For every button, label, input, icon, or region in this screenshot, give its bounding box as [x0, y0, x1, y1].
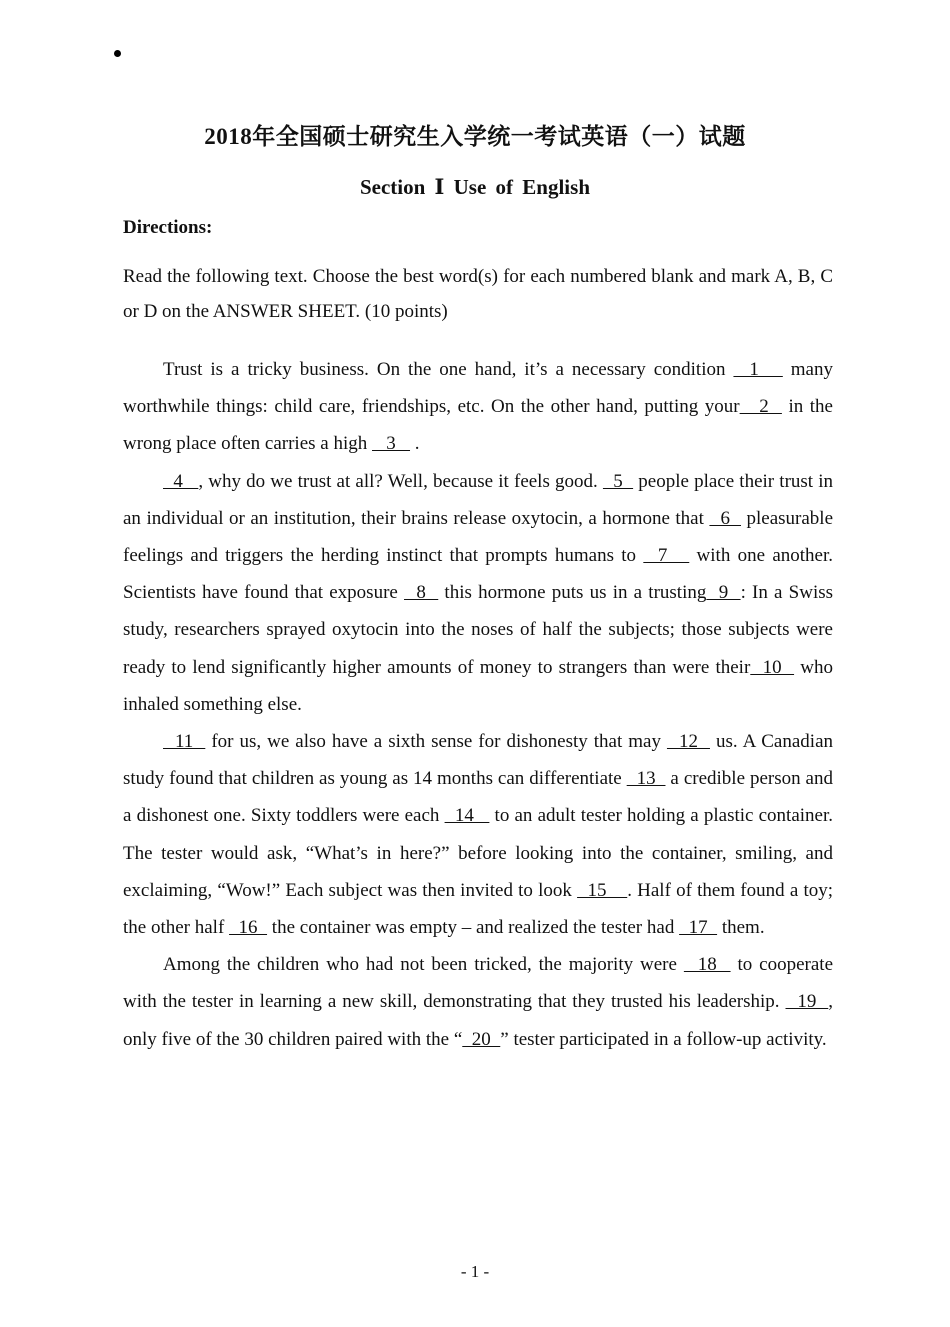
- text: with one another. Scientists have found that exposure: [123, 545, 834, 604]
- text: Among the children who had not been tricked, the majority were: [163, 954, 684, 976]
- blank-10: 10: [750, 656, 795, 678]
- text: the container was empty – and realized the tester had: [267, 917, 680, 939]
- paragraph-4: [123, 946, 833, 1058]
- blank-6: 6: [709, 507, 741, 529]
- text: them.: [717, 917, 765, 939]
- text: to an adult tester holding a plastic container. The tester would ask, “What’s in here?” before looking into the container, smiling, and exclaiming, “Wow!” Each subject was then invited to look: [123, 805, 833, 901]
- text: Trust is a tricky business. On the one hand, it’s a necessary condition: [163, 359, 734, 380]
- text: . Half of them found a toy; the other half: [123, 879, 833, 939]
- blank-15: 15: [577, 879, 628, 901]
- page-number: - 1 -: [460, 1262, 490, 1281]
- blank-12: 12: [666, 731, 710, 753]
- text: .: [410, 433, 420, 455]
- directions-label: Directions:: [123, 217, 213, 238]
- text: to cooperate with the tester in learning a new skill, demonstrating that they trusted his leadership.: [123, 954, 834, 1013]
- blank-1: 1: [733, 359, 783, 380]
- blank-19: 19: [785, 991, 829, 1013]
- text: for us, we also have a sixth sense for dishonesty that may: [205, 731, 667, 753]
- blank-3: 3: [372, 433, 411, 455]
- exam-title: 2018年全国硕士研究生入学统一考试英语（一）试题: [204, 124, 746, 149]
- blank-14: 14: [444, 805, 490, 827]
- blank-9: 9: [706, 582, 741, 604]
- text: many worthwhile things: child care, friendships, etc. On the other hand, putting your: [123, 359, 833, 418]
- blank-16: 16: [229, 917, 268, 939]
- text: : In a Swiss study, researchers sprayed oxytocin into the noses of half the subjects; those subjects were ready to lend significantly higher amounts of money to strangers than were their: [123, 582, 834, 678]
- blank-13: 13: [626, 768, 666, 790]
- cloze-passage: [123, 351, 833, 1058]
- text: a credible person and a dishonest one. Sixty toddlers were each: [123, 768, 833, 827]
- text: , why do we trust at all? Well, because it feels good.: [198, 470, 603, 492]
- text: pleasurable feelings and triggers the herding instinct that prompts humans to: [123, 507, 834, 567]
- text: ” tester participated in a follow-up activity.: [500, 1028, 827, 1050]
- paragraph-3: [123, 723, 833, 946]
- text: this hormone puts us in a trusting: [438, 582, 707, 604]
- blank-17: 17: [679, 917, 718, 939]
- blank-18: 18: [683, 954, 731, 976]
- text: who inhaled something else.: [123, 656, 833, 715]
- blank-4: 4: [163, 470, 199, 492]
- instructions-text: Read the following text. Choose the best word(s) for each numbered blank and mark A, B, C or D on the ANSWER SHEET. (10 points): [123, 266, 833, 322]
- text: people place their trust in an individual or an institution, their brains release oxytocin, a hormone that: [123, 470, 834, 529]
- text: in the wrong place often carries a high: [123, 396, 833, 455]
- blank-8: 8: [404, 582, 439, 604]
- section-heading: Section Ⅰ Use of English: [359, 175, 590, 199]
- text: us. A Canadian study found that children as young as 14 months can differentiate: [123, 731, 833, 790]
- paragraph-1: [123, 351, 833, 463]
- blank-2: 2: [739, 396, 782, 418]
- paragraph-2: [123, 463, 833, 723]
- blank-7: 7: [643, 545, 690, 567]
- blank-5: 5: [602, 470, 634, 492]
- blank-11: 11: [163, 731, 206, 753]
- text: , only five of the 30 children paired with the “: [123, 991, 834, 1050]
- bullet-dot: [114, 50, 121, 57]
- blank-20: 20: [462, 1028, 501, 1050]
